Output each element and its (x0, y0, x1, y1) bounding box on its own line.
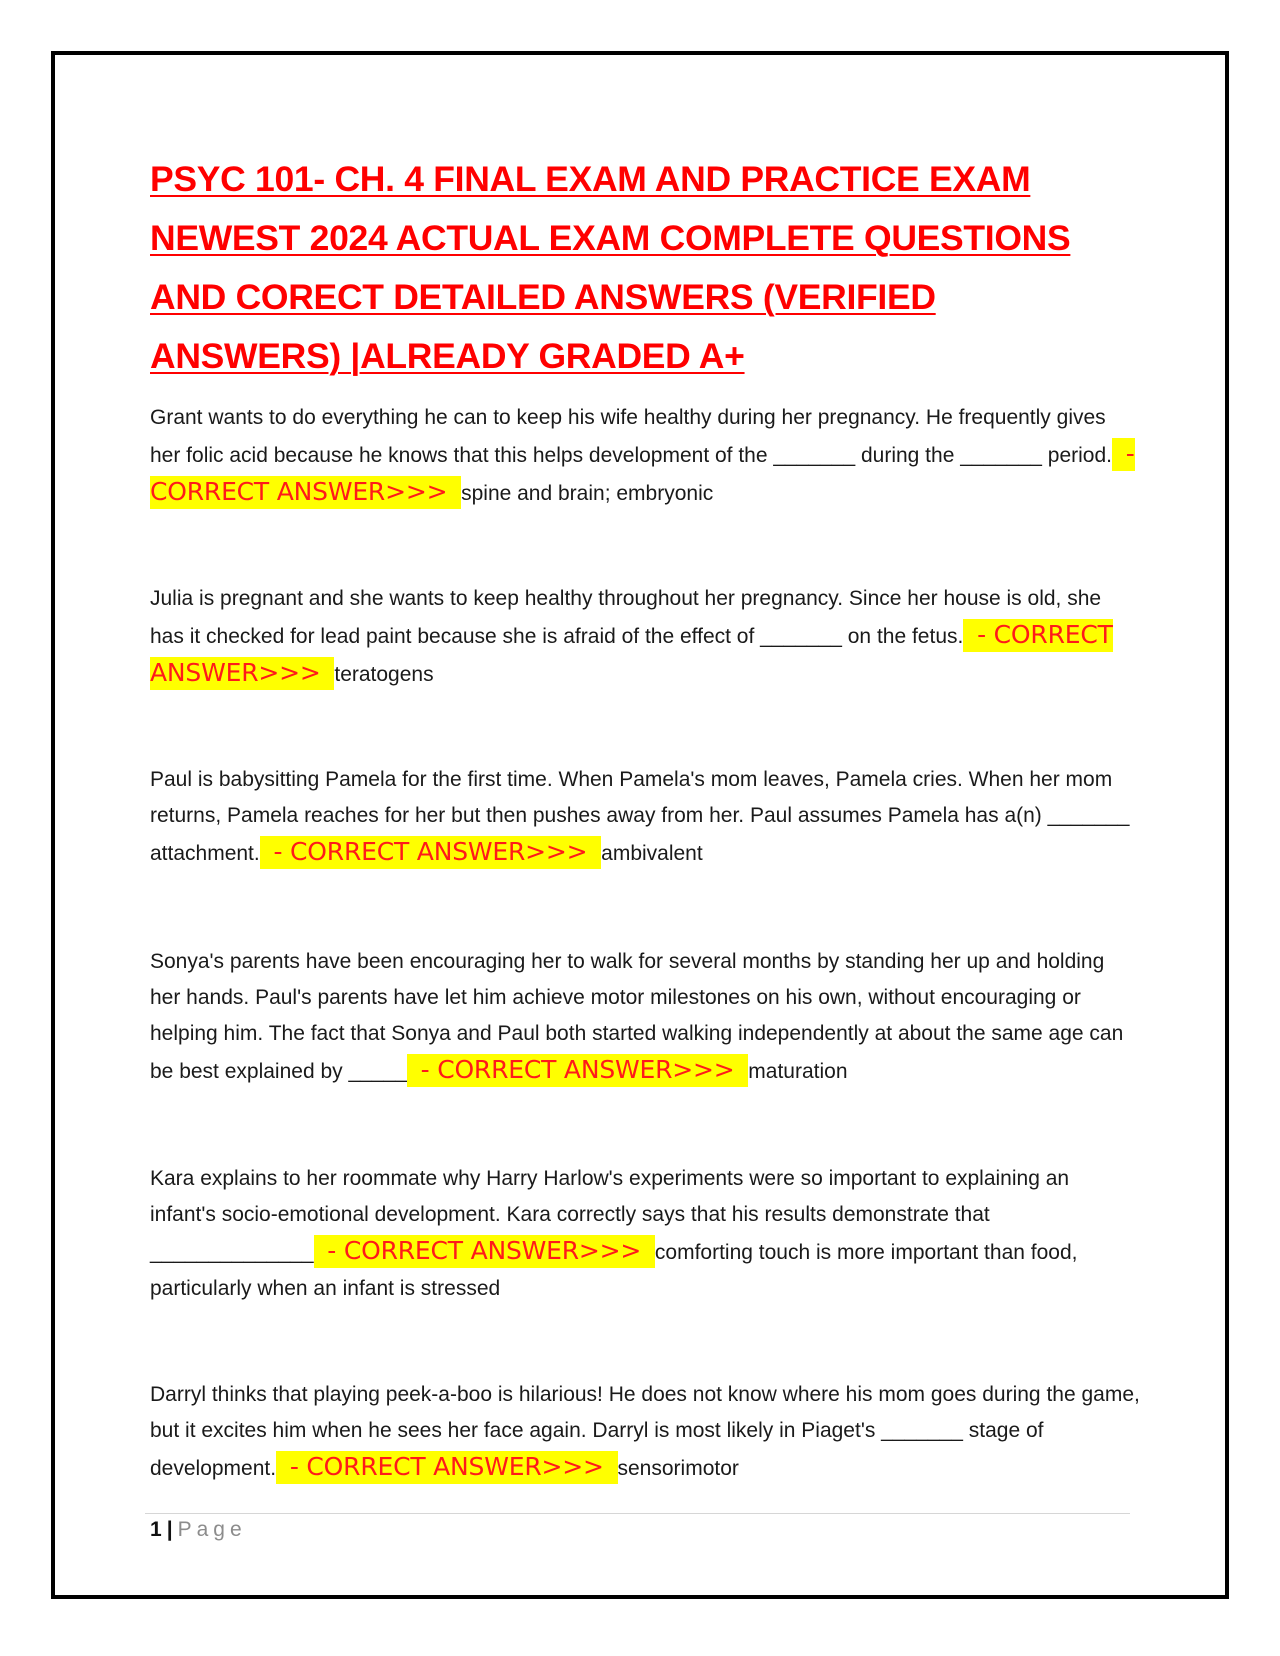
correct-answer-marker: - CORRECT ANSWER>>> (314, 1235, 655, 1268)
question-text: Paul is babysitting Pamela for the first time. When Pamela's mom leaves, Pamela cries. When her mom returns, Pamela reaches for her but then pushes away from her. Paul assumes Pamela has a(n) _______ attachment. (150, 768, 1130, 865)
question-item (150, 762, 1140, 872)
question-text: Darryl thinks that playing peek-a-boo is hilarious! He does not know where his mom goes during the game, but it excites him when he sees her face again. Darryl is most likely in Piaget's _______ stage of development. (150, 1383, 1140, 1480)
answer-text: maturation (748, 1060, 848, 1083)
question-text: Grant wants to do everything he can to keep his wife healthy during her pregnancy. He frequently gives her folic acid because he knows that this helps development of the _______ during the _______ period. (150, 406, 1113, 467)
question-item (150, 944, 1140, 1090)
page-label: Page (177, 1518, 247, 1541)
page-footer (150, 1515, 247, 1545)
question-item (150, 400, 1140, 512)
question-text: Sonya's parents have been encouraging her to walk for several months by standing her up and holding her hands. Paul's parents have let him achieve motor milestones on his own, without encouraging or helping him. The fact that Sonya and Paul both started walking independently at about the same age can be best explained by _____ (150, 950, 1124, 1083)
question-text: Kara explains to her roommate why Harry Harlow's experiments were so important to explaining an infant's socio-emotional development. Kara correctly says that his results demonstrate that ______________ (150, 1167, 1070, 1264)
question-text: Julia is pregnant and she wants to keep healthy throughout her pregnancy. Since her house is old, she has it checked for lead paint because she is afraid of the effect of _______ on the fetus. (150, 587, 1102, 648)
question-item (150, 1377, 1140, 1487)
answer-text: comforting touch is more important than food, particularly when an infant is stressed (150, 1241, 1078, 1300)
question-item (150, 1161, 1140, 1307)
footer-divider (145, 1513, 1130, 1514)
footer-separator: | (166, 1518, 173, 1541)
document-title: PSYC 101- CH. 4 FINAL EXAM AND PRACTICE EXAM NEWEST 2024 ACTUAL EXAM COMPLETE QUESTIONS AND CORECT DETAILED ANSWERS (VERIFIED ANSWERS) |ALREADY GRADED A+ (150, 159, 1071, 376)
answer-text: sensorimotor (617, 1457, 739, 1480)
answer-text: teratogens (334, 663, 434, 686)
correct-answer-marker: - CORRECT ANSWER>>> (407, 1054, 748, 1087)
correct-answer-marker: - CORRECT ANSWER>>> (260, 836, 601, 869)
correct-answer-marker: - CORRECT ANSWER>>> (150, 619, 1113, 690)
question-item (150, 581, 1140, 693)
correct-answer-marker: - CORRECT ANSWER>>> (150, 438, 1135, 509)
correct-answer-marker: - CORRECT ANSWER>>> (276, 1451, 617, 1484)
page-number: 1 (150, 1518, 162, 1541)
answer-text: spine and brain; embryonic (461, 482, 714, 505)
answer-text: ambivalent (601, 842, 703, 865)
